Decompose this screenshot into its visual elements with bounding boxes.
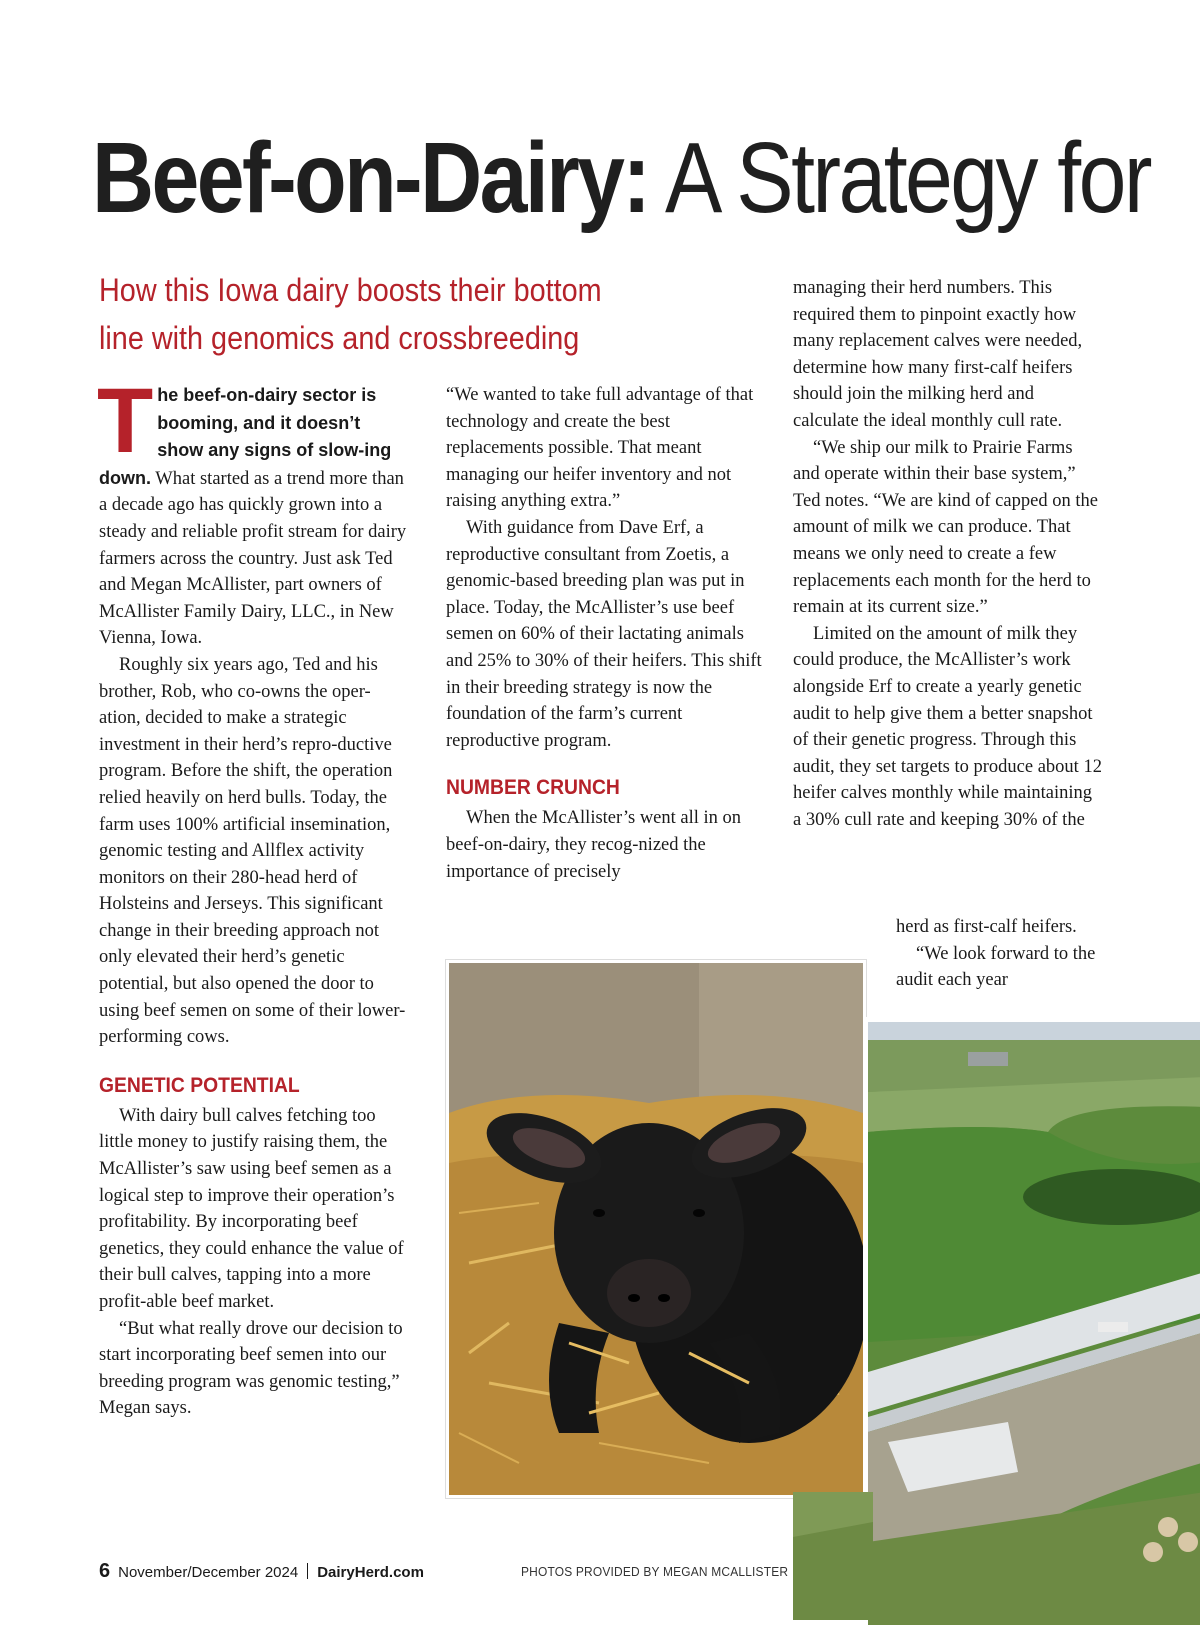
paragraph: managing their herd numbers. This required them to pinpoint exactly how many replacement calves were needed, determine how many first-calf heifers should join the milking herd and calculate the ideal monthly cull rate. bbox=[793, 278, 1083, 431]
subhead-number-crunch: NUMBER CRUNCH bbox=[446, 776, 620, 800]
headline-light: A Strategy for bbox=[648, 122, 1150, 234]
aerial-illustration-lower bbox=[793, 1492, 873, 1620]
page-footer bbox=[99, 1560, 424, 1583]
paragraph: “But what really drove our decision to start incorporating beef semen into our breeding program was genomic testing,” Megan says. bbox=[99, 1318, 403, 1419]
calf-photo bbox=[446, 960, 866, 1498]
aerial-farm-photo-lower bbox=[793, 1492, 873, 1620]
column-3-wrap-text bbox=[896, 914, 1106, 994]
paragraph: Roughly six years ago, Ted and his brother, Rob, who co-owns the oper-ation, decided to make a strategic investment in their herd’s repro-ductive program. Before the shift, the operation relied heavily on herd bulls. Today, the farm uses 100% artificial insemination, genomic testing and Allflex activity monitors on their 280-head herd of Holsteins and Jerseys. This significant change in their breeding approach not only elevated their herd’s genetic potential, but also opened the door to using beef semen on some of their lower-performing cows. bbox=[99, 654, 406, 1048]
paragraph: With guidance from Dave Erf, a reproductive consultant from Zoetis, a genomic-based breeding plan was put in place. Today, the McAllister’s use beef semen on 60% of their lactating animals and 25% to 30% of their heifers. This shift in their breeding strategy is now the foundation of the farm’s current reproductive program. bbox=[446, 517, 762, 751]
headline-bold: Beef-on-Dairy: bbox=[92, 122, 649, 234]
paragraph: With dairy bull calves fetching too little money to justify raising them, the McAllister’s saw using beef semen as a logical step to improve their operation’s profitability. By incorporating beef genetics, they could enhance the value of their bull calves, tapping into a more profit-able beef market. bbox=[99, 1105, 404, 1312]
lead-paragraph-rest: What started as a trend more than a decade ago has quickly grown into a steady and reliable profit stream for dairy farmers across the country. Just ask Ted and Megan McAllister, part owners of McAllister Family Dairy, LLC., in New Vienna, Iowa. bbox=[99, 468, 407, 649]
subhead-genetic-potential: GENETIC POTENTIAL bbox=[99, 1073, 300, 1097]
deck-subtitle: How this Iowa dairy boosts their bottom line with genomics and crossbreeding bbox=[99, 272, 602, 356]
lead-text: he beef-on-dairy sector is booming, and it doesn’t show any signs of slow-ing down. bbox=[99, 385, 392, 488]
aerial-farm-photo bbox=[863, 1017, 1200, 1625]
article-column-1 bbox=[97, 370, 409, 1422]
paragraph: Limited on the amount of milk they could produce, the McAllister’s work alongside Erf to create a yearly genetic audit to help give them a better snapshot of their genetic progress. Through this audit, they set targets to produce about 12 heifer calves monthly while maintaining a 30% cull rate and keeping 30% of the bbox=[793, 623, 1102, 830]
page-number: 6 bbox=[99, 1560, 111, 1582]
lead-paragraph bbox=[97, 370, 409, 652]
paragraph: “We wanted to take full advantage of that technology and create the best replacements possible. That meant managing our heifer inventory and not raising anything extra.” bbox=[446, 385, 754, 512]
article-column-3 bbox=[793, 275, 1103, 833]
calf-illustration bbox=[449, 963, 863, 1495]
photo-credit: PHOTOS PROVIDED BY MEGAN MCALLISTER bbox=[521, 1564, 789, 1579]
issue-date: November/December 2024 bbox=[118, 1564, 299, 1581]
aerial-illustration bbox=[868, 1022, 1200, 1625]
paragraph: When the McAllister’s went all in on beef-on-dairy, they recog-nized the importance of precisely bbox=[446, 808, 742, 882]
paragraph: “We look forward to the audit each year bbox=[896, 943, 1096, 991]
footer-divider bbox=[307, 1563, 308, 1579]
paragraph: “We ship our milk to Prairie Farms and operate within their base system,” Ted notes. “We are kind of capped on the amount of milk we can produce. That means we only need to create a few replacements each month for the herd to remain at its current size.” bbox=[793, 437, 1098, 618]
article-column-2 bbox=[446, 382, 766, 885]
site-name: DairyHerd.com bbox=[317, 1564, 424, 1581]
paragraph: herd as first-calf heifers. bbox=[896, 917, 1077, 937]
headline bbox=[92, 122, 1150, 234]
drop-cap: T bbox=[97, 370, 154, 472]
